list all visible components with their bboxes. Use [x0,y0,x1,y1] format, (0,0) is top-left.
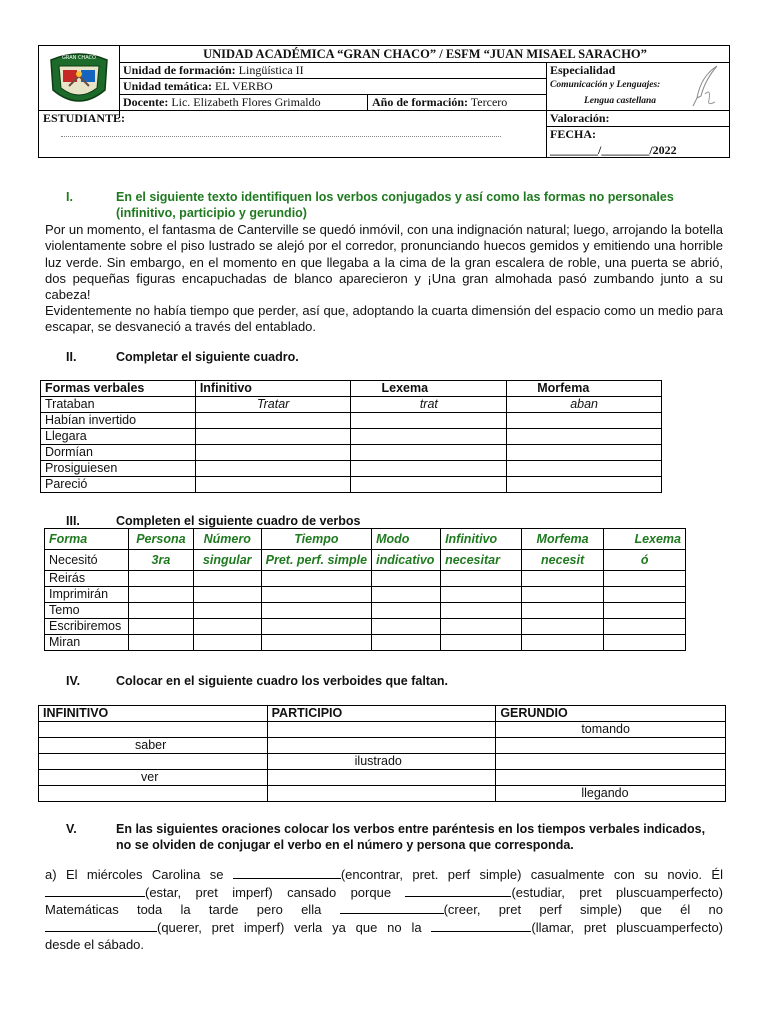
table-cell[interactable] [604,571,686,587]
table-cell[interactable] [195,461,351,477]
table-cell[interactable] [604,635,686,651]
table-cell[interactable] [521,619,604,635]
table-header-row [39,706,726,722]
table-cell[interactable] [128,619,193,635]
section-1-title-line1: En el siguiente texto identifiquen los verbos conjugados y así como las formas no personales [116,190,674,204]
table-cell[interactable] [193,619,261,635]
table-cell[interactable] [193,587,261,603]
unidad-tematica [123,79,273,94]
table-cell: Temo [45,603,129,619]
estudiante-label: ESTUDIANTE: [43,111,126,125]
estudiante-field[interactable] [61,136,501,137]
table-row [39,738,726,754]
section-2-title-text: Completar el siguiente cuadro. [116,350,299,364]
table-cell[interactable] [128,571,193,587]
header-cell: Modo [372,529,441,550]
unidad-tematica-label: Unidad temática: [123,79,212,93]
table-cell[interactable] [372,571,441,587]
section-2-title [66,350,299,364]
table-row [45,603,686,619]
table-row [45,571,686,587]
table-cell[interactable] [604,619,686,635]
header-cell: Infinitivo [195,381,351,397]
table-cell: saber [39,738,268,754]
table-cell[interactable] [195,477,351,493]
table-cell[interactable]: ó [604,550,686,571]
section-1-title [66,190,674,204]
verb-forms-table [40,380,662,493]
table-cell: Imprimirán [45,587,129,603]
exercise-line-5: desde el sábado. [45,937,145,952]
table-cell[interactable] [128,587,193,603]
table-cell[interactable] [261,635,371,651]
exercise-text: (llamar, pret pluscuamperfecto) [531,919,724,935]
table-cell[interactable]: 3ra [128,550,193,571]
table-cell[interactable] [372,635,441,651]
table-cell[interactable] [193,603,261,619]
header-cell: Infinitivo [441,529,522,550]
table-cell[interactable] [507,429,662,445]
table-cell[interactable] [261,619,371,635]
table-cell[interactable] [39,754,268,770]
section-1-paragraph: Por un momento, el fantasma de Canterville se quedó inmóvil, con una indignación natural; luego, arrojando la botella violentamente sobre el piso lustrado se alejó por el corredor, pronunciando huecos gemidos y emitiendo una horrible luz verde. Sin embargo, en el momento en que llegaba a la cima de la gran escalera de roble, una puerta se abrió, dos pequeñas figuras encapuchadas de blanco aparecieron y ¡Una gran almohada pasó zumbando junto a su cabeza! [45,222,723,303]
anio-value: Tercero [470,95,508,109]
exercise-line-4 [45,919,723,937]
table-cell[interactable]: necesit [521,550,604,571]
table-cell: Dormían [41,445,196,461]
table-cell[interactable] [351,445,507,461]
header-cell: PARTICIPIO [267,706,496,722]
table-cell[interactable] [521,571,604,587]
table-cell[interactable] [267,722,496,738]
table-cell: Habían invertido [41,413,196,429]
blank-estar[interactable] [45,885,145,897]
section-1-paragraph-2: Evidentemente no había tiempo que perder, así que, adoptando la cuarta dimensión del espacio como un medio para escapar, se desvaneció a través del entablado. [45,303,723,335]
table-row [39,754,726,770]
table-cell[interactable] [195,429,351,445]
header-cell: Tiempo [261,529,371,550]
unidad-formacion-label: Unidad de formación: [123,63,236,77]
header-cell: INFINITIVO [39,706,268,722]
table-cell: Miran [45,635,129,651]
table-cell: Trataban [41,397,196,413]
blank-querer[interactable] [45,920,157,932]
quill-pen-icon [687,64,727,108]
table-cell[interactable] [128,603,193,619]
header-cell: Persona [128,529,193,550]
table-row [39,770,726,786]
table-cell[interactable]: aban [507,397,662,413]
unidad-formacion-value: Lingüística II [238,63,304,77]
table-header-row [45,529,686,550]
table-cell[interactable] [521,587,604,603]
table-row [45,587,686,603]
table-cell[interactable] [261,603,371,619]
table-cell[interactable] [441,635,522,651]
section-2-number: II. [66,350,77,364]
table-cell[interactable] [441,619,522,635]
table-row [41,397,662,413]
fecha-label: FECHA: [550,127,596,141]
header-cell: Forma [45,529,129,550]
table-cell[interactable] [261,571,371,587]
exercise-line-3 [45,901,723,919]
table-cell: Escribiremos [45,619,129,635]
exercise-text: a) El miércoles Carolina se [45,867,224,882]
exercise-text: (creer, pret perf simple) que él no [443,902,723,917]
header-cell: Formas verbales [41,381,196,397]
section-3-title-text: Completen el siguiente cuadro de verbos [116,514,361,528]
table-cell[interactable]: Tratar [195,397,351,413]
table-cell[interactable] [193,571,261,587]
section-5-title-line2: no se olviden de conjugar el verbo en el número y persona que corresponda. [116,838,574,852]
exercise-text: Matemáticas toda la tarde pero ella [45,902,322,917]
table-cell[interactable] [441,603,522,619]
table-cell[interactable] [261,587,371,603]
table-cell[interactable] [267,738,496,754]
table-row [45,635,686,651]
header-cell: Morfema [521,529,604,550]
header-divider [39,110,729,111]
header-table [38,45,730,158]
section-5-number: V. [66,822,77,836]
table-cell: Reirás [45,571,129,587]
blank-estudiar[interactable] [405,885,511,897]
section-5-title-line1: En las siguientes oraciones colocar los verbos entre paréntesis en los tiempos verbales indicados, [116,822,706,836]
exercise-text: (encontrar, pret. perf simple) casualmente con su novio. Él [340,867,723,882]
blank-encontrar[interactable] [233,867,341,879]
table-cell: Prosiguiesen [41,461,196,477]
table-cell[interactable] [351,429,507,445]
exercise-line-2 [45,884,723,902]
school-logo [45,50,113,110]
table-row [39,786,726,802]
table-cell[interactable] [195,445,351,461]
anio-formacion [372,95,507,110]
table-cell[interactable] [441,571,522,587]
table-cell[interactable] [372,619,441,635]
table-cell[interactable] [372,587,441,603]
header-divider [367,94,368,110]
section-1-number: I. [66,190,73,204]
table-cell[interactable] [496,754,726,770]
especialidad-line1: Comunicación y Lenguajes: [550,80,661,90]
section-4-number: IV. [66,674,81,688]
table-row [41,413,662,429]
table-cell[interactable] [507,477,662,493]
table-cell[interactable] [496,770,726,786]
valoracion-label: Valoración: [550,111,610,125]
header-cell: Morfema [507,381,662,397]
table-cell: llegando [496,786,726,802]
docente-label: Docente: [123,95,169,109]
table-header-row [41,381,662,397]
logo-text: GRAN CHACO [62,55,96,61]
table-cell: ilustrado [267,754,496,770]
table-cell[interactable] [372,603,441,619]
table-cell[interactable] [507,461,662,477]
header-cell: Lexema [604,529,686,550]
section-1-title-line2: (infinitivo, participio y gerundio) [116,206,307,220]
blank-creer[interactable] [340,902,444,914]
especialidad-line2: Lengua castellana [584,96,657,106]
section-5-title [66,822,705,836]
fecha-value[interactable]: ________/________/2022 [550,143,677,157]
table-cell: tomando [496,722,726,738]
table-cell: Necesitó [45,550,129,571]
table-cell[interactable] [351,461,507,477]
blank-llamar[interactable] [431,920,531,932]
table-cell[interactable] [507,413,662,429]
table-cell[interactable]: trat [351,397,507,413]
exercise-text: (estar, pret imperf) cansado porque [145,884,392,900]
table-cell[interactable] [193,635,261,651]
table-cell[interactable] [39,722,268,738]
table-row [45,619,686,635]
table-row [41,477,662,493]
header-cell: Número [193,529,261,550]
header-cell: Lexema [351,381,507,397]
unidad-tematica-value: EL VERBO [215,79,273,93]
table-cell[interactable] [128,635,193,651]
table-cell[interactable] [195,413,351,429]
header-cell: GERUNDIO [496,706,726,722]
section-3-number: III. [66,514,80,528]
table-row [45,550,686,571]
exercise-text: (estudiar, pret pluscuamperfecto) [511,884,723,900]
section-5-exercise [45,866,723,954]
table-cell[interactable] [521,635,604,651]
table-cell[interactable] [521,603,604,619]
unidad-formacion [123,63,304,78]
exercise-line-1 [45,866,723,884]
table-cell[interactable]: indicativo [372,550,441,571]
table-cell[interactable]: necesitar [441,550,522,571]
table-cell[interactable]: singular [193,550,261,571]
table-cell[interactable] [267,786,496,802]
section-4-title [66,674,448,688]
table-cell[interactable] [507,445,662,461]
section-4-title-text: Colocar en el siguiente cuadro los verboides que faltan. [116,674,449,688]
table-row [39,722,726,738]
table-cell[interactable] [604,603,686,619]
table-cell: Llegara [41,429,196,445]
table-cell[interactable] [351,477,507,493]
table-cell[interactable] [604,587,686,603]
table-cell[interactable] [496,738,726,754]
section-3-title [66,514,361,528]
table-cell: Pareció [41,477,196,493]
table-cell[interactable] [351,413,507,429]
table-row [41,445,662,461]
header-title: UNIDAD ACADÉMICA “GRAN CHACO” / ESFM “JUAN MISAEL SARACHO” [203,47,647,61]
verboides-table [38,705,726,802]
anio-label: Año de formación: [372,95,468,109]
table-row [41,429,662,445]
verb-analysis-table [44,528,686,651]
table-cell[interactable]: Pret. perf. simple [261,550,371,571]
table-cell: ver [39,770,268,786]
table-cell[interactable] [441,587,522,603]
docente [123,95,321,110]
especialidad-label: Especialidad [550,63,616,77]
exercise-text: (querer, pret imperf) verla ya que no la [157,919,422,935]
table-row [41,461,662,477]
table-cell[interactable] [267,770,496,786]
docente-value: Lic. Elizabeth Flores Grimaldo [171,95,321,109]
table-cell[interactable] [39,786,268,802]
